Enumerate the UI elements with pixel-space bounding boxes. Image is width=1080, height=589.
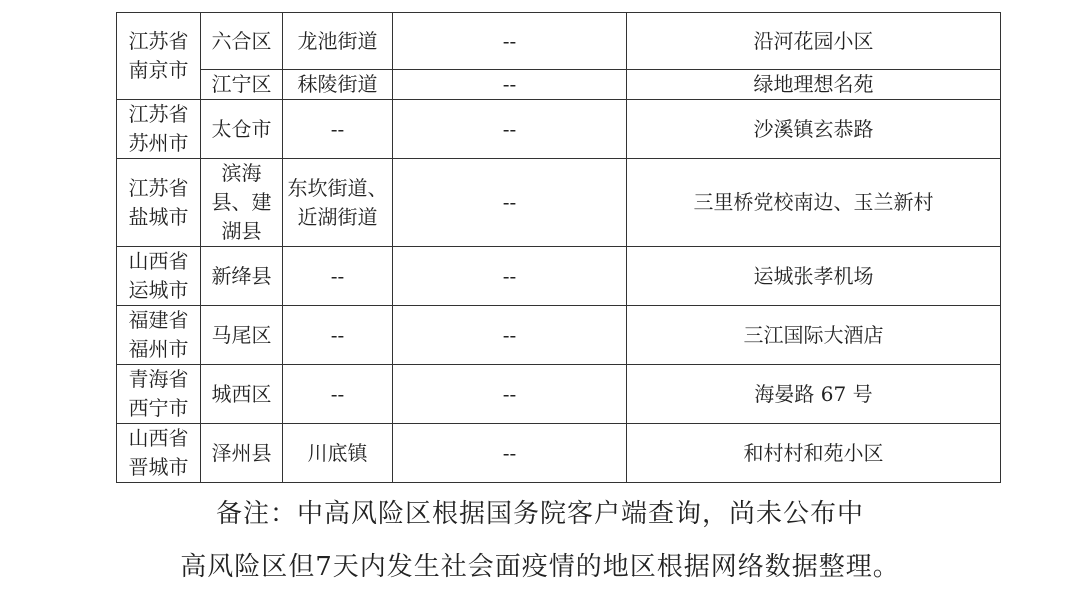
province-city-cell: 青海省 西宁市 [117, 365, 201, 424]
place-cell: 三里桥党校南边、玉兰新村 [627, 159, 1001, 247]
place-cell: 海晏路 67 号 [627, 365, 1001, 424]
district-cell: 江宁区 [201, 70, 283, 100]
table-row [117, 424, 1001, 483]
community-cell: -- [393, 70, 627, 100]
community-cell: -- [393, 100, 627, 159]
place-cell: 和村村和苑小区 [627, 424, 1001, 483]
place-cell: 沿河花园小区 [627, 13, 1001, 70]
province-city-cell: 山西省 运城市 [117, 247, 201, 306]
risk-area-table [116, 12, 1001, 483]
province-city-cell: 江苏省 南京市 [117, 13, 201, 100]
district-cell: 泽州县 [201, 424, 283, 483]
street-cell: -- [283, 306, 393, 365]
place-cell: 沙溪镇玄恭路 [627, 100, 1001, 159]
community-cell: -- [393, 247, 627, 306]
street-cell: 东坎街道、 近湖街道 [283, 159, 393, 247]
table-row [117, 70, 1001, 100]
place-cell: 运城张孝机场 [627, 247, 1001, 306]
table-row [117, 100, 1001, 159]
place-cell: 绿地理想名苑 [627, 70, 1001, 100]
community-cell: -- [393, 424, 627, 483]
province-city-cell: 福建省 福州市 [117, 306, 201, 365]
province-city-cell: 江苏省 盐城市 [117, 159, 201, 247]
street-cell: -- [283, 100, 393, 159]
note-line-2: 高风险区但7天内发生社会面疫情的地区根据网络数据整理。 [180, 552, 900, 582]
place-cell: 三江国际大酒店 [627, 306, 1001, 365]
table-row [117, 159, 1001, 247]
community-cell: -- [393, 159, 627, 247]
community-cell: -- [393, 365, 627, 424]
table-row [117, 247, 1001, 306]
district-cell: 马尾区 [201, 306, 283, 365]
street-cell: -- [283, 365, 393, 424]
community-cell: -- [393, 13, 627, 70]
district-cell: 滨海 县、建 湖县 [201, 159, 283, 247]
district-cell: 太仓市 [201, 100, 283, 159]
table-row [117, 306, 1001, 365]
street-cell: -- [283, 247, 393, 306]
province-city-cell: 江苏省 苏州市 [117, 100, 201, 159]
district-cell: 六合区 [201, 13, 283, 70]
table-row [117, 13, 1001, 70]
province-city-cell: 山西省 晋城市 [117, 424, 201, 483]
note-line-1: 备注：中高风险区根据国务院客户端查询，尚未公布中 [215, 499, 864, 529]
district-cell: 城西区 [201, 365, 283, 424]
district-cell: 新绛县 [201, 247, 283, 306]
street-cell: 龙池街道 [283, 13, 393, 70]
street-cell: 川底镇 [283, 424, 393, 483]
table-row [117, 365, 1001, 424]
community-cell: -- [393, 306, 627, 365]
street-cell: 秣陵街道 [283, 70, 393, 100]
